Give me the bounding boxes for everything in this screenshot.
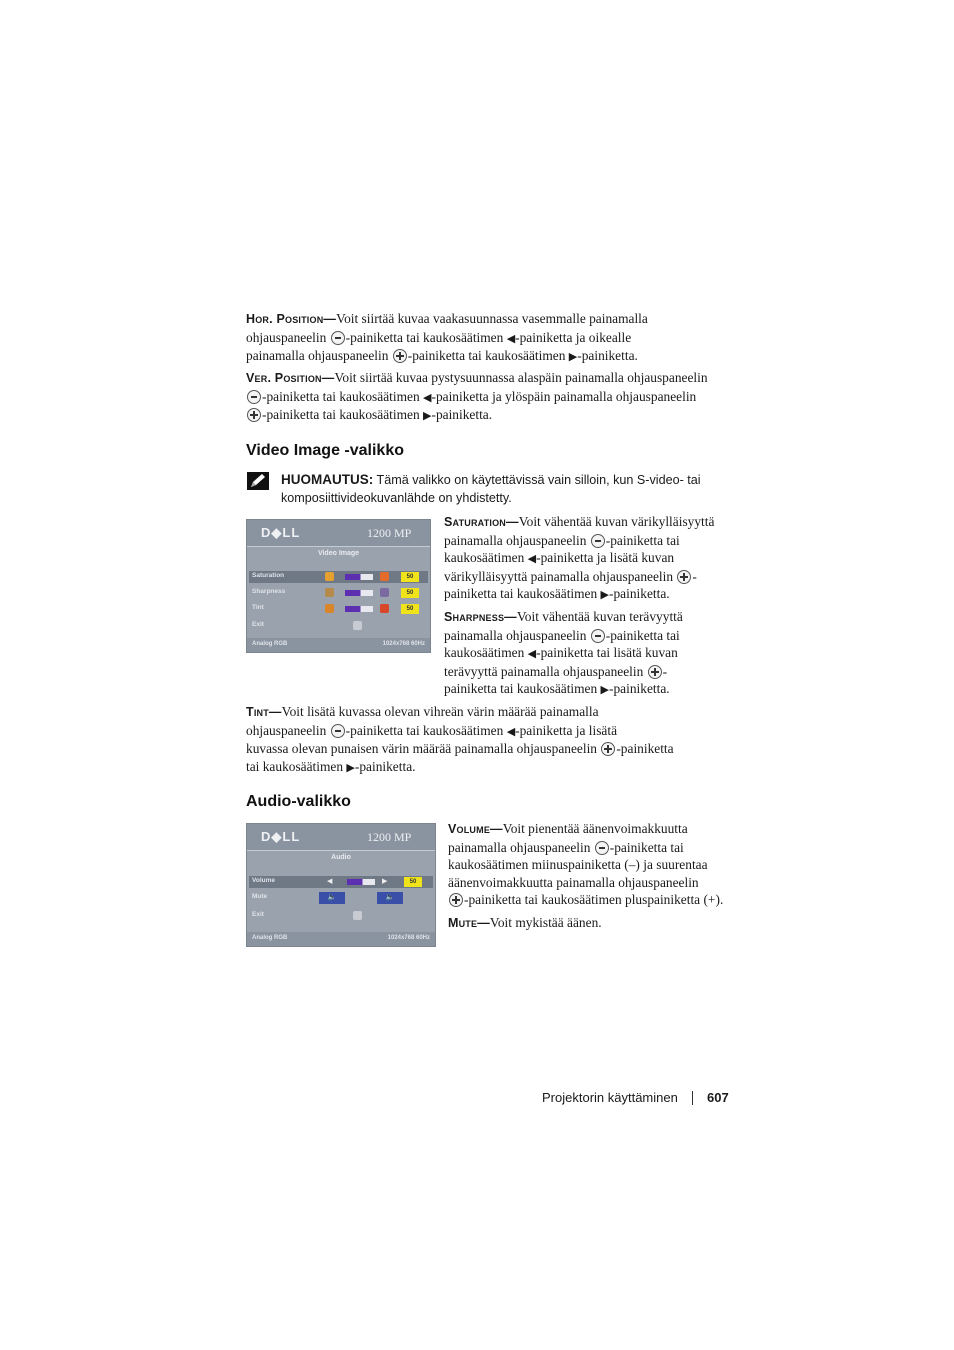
exit-icon (353, 911, 362, 920)
mute-term: Mute— (448, 916, 490, 930)
saturation-high-icon (380, 572, 389, 581)
saturation-paragraph: Saturation—Voit vähentää kuvan värikylläisyyttä painamalla ohjauspaneelin -painiketta tai kaukosäätimen ◀-painiketta ja lisätä kuvan värikylläisyyttä painamalla ohjauspaneelin - painiketta tai kaukosäätimen ▶-painiketta. (444, 514, 715, 602)
menu-row-exit: Exit (249, 620, 428, 632)
footer-divider (692, 1091, 693, 1105)
sharpness-paragraph: Sharpness—Voit vähentää kuvan terävyyttä painamalla ohjauspaneelin -painiketta tai kaukosäätimen ◀-painiketta tai lisätä kuvan terävyyttä painamalla ohjauspaneelin - painiketta tai kaukosäätimen ▶-painiketta. (444, 609, 683, 697)
left-arrow-icon: ◀ (423, 390, 432, 404)
tint-paragraph: Tint—Voit lisätä kuvassa olevan vihreän värin määrää painamalla ohjauspaneelin -painiketta tai kaukosäätimen ◀-painiketta ja lisätä kuvassa olevan punaisen värin määrää painamalla ohjauspaneelin -painiketta tai kaukosäätimen ▶-painiketta. (246, 704, 674, 774)
ver-position-term: Ver. Position— (246, 371, 335, 385)
volume-up-icon: ▶ (382, 878, 388, 885)
volume-bar (347, 879, 375, 885)
left-arrow-icon: ◀ (506, 331, 516, 345)
volume-down-icon: ◀ (327, 878, 333, 885)
right-arrow-icon: ▶ (568, 350, 578, 364)
tint-bar (345, 606, 373, 612)
minus-button-icon (247, 390, 261, 404)
tint-high-icon (380, 604, 389, 613)
left-arrow-icon: ◀ (527, 552, 537, 566)
right-arrow-icon: ▶ (600, 588, 610, 602)
saturation-term: Saturation— (444, 515, 519, 529)
sharpness-term: Sharpness— (444, 610, 517, 624)
left-arrow-icon: ◀ (527, 647, 537, 661)
plus-button-icon (449, 893, 463, 907)
menu-row-saturation: Saturation 50 (249, 571, 428, 583)
ver-position-paragraph: Ver. Position—Voit siirtää kuvaa pystysuunnassa alaspäin painamalla ohjauspaneelin -painiketta tai kaukosäätimen ◀-painiketta ja ylöspäin painamalla ohjauspaneelin -painiketta tai kaukosäätimen ▶-painiketta. (246, 370, 708, 423)
minus-button-icon (591, 534, 605, 548)
footer-section-title: Projektorin käyttäminen (542, 1090, 678, 1105)
minus-button-icon (591, 629, 605, 643)
menu-row-mute: Mute 🔈 🔈 (249, 892, 433, 904)
hor-position-paragraph: Hor. Position—Voit siirtää kuvaa vaakasuunnassa vasemmalle painamalla ohjauspaneelin -painiketta tai kaukosäätimen ◀-painiketta ja oikealle painamalla ohjauspaneelin -painiketta tai kaukosäätimen ▶-painiketta. (246, 311, 648, 364)
sharpness-high-icon (380, 588, 389, 597)
exit-icon (353, 621, 362, 630)
note-label: HUOMAUTUS: (281, 472, 374, 487)
plus-button-icon (601, 742, 615, 756)
tint-low-icon (325, 604, 334, 613)
menu-row-exit: Exit (249, 910, 433, 922)
pencil-note-icon (246, 471, 270, 491)
dell-logo: D◆LL (261, 525, 301, 540)
sharpness-bar (345, 590, 373, 596)
menu-title: Audio (331, 854, 351, 861)
plus-button-icon (247, 408, 261, 422)
menu-row-sharpness: Sharpness 50 (249, 587, 428, 599)
mute-paragraph: Mute—Voit mykistää äänen. (448, 915, 602, 930)
dell-logo: D◆LL (261, 829, 301, 844)
video-image-heading: Video Image -valikko (246, 442, 404, 459)
minus-button-icon (331, 331, 345, 345)
saturation-bar (345, 574, 373, 580)
audio-heading: Audio-valikko (246, 793, 351, 810)
plus-button-icon (393, 349, 407, 363)
model-label: 1200 MP (367, 526, 412, 540)
minus-button-icon (595, 841, 609, 855)
plus-button-icon (648, 665, 662, 679)
volume-term: Volume— (448, 822, 503, 836)
mute-off-icon: 🔈 (319, 892, 345, 904)
model-label: 1200 MP (367, 830, 412, 844)
page-number: 607 (707, 1090, 729, 1105)
mute-on-icon: 🔈 (377, 892, 403, 904)
saturation-low-icon (325, 572, 334, 581)
menu-title: Video Image (317, 550, 360, 557)
menu-row-tint: Tint 50 (249, 603, 428, 615)
volume-paragraph: Volume—Voit pienentää äänenvoimakkuutta painamalla ohjauspaneelin -painiketta tai kaukosäätimen miinuspainiketta (–) ja suurentaa äänenvoimakkuutta painamalla ohjauspaneelin -painiketta tai kaukosäätimen pluspainiketta (+). (448, 821, 724, 908)
video-image-menu-screenshot: D◆LL 1200 MP Video Image Saturation 50 Sharpness 50 Tint 50 Exit Analog RGB 1024x768 60Hz (246, 519, 431, 653)
plus-button-icon (677, 570, 691, 584)
minus-button-icon (331, 724, 345, 738)
sharpness-low-icon (325, 588, 334, 597)
right-arrow-icon: ▶ (346, 760, 355, 774)
note-box: HUOMAUTUS: Tämä valikko on käytettävissä vain silloin, kun S-video- tai komposiittivideokuvanlähde on yhdistetty. (246, 471, 738, 507)
left-arrow-icon: ◀ (506, 724, 516, 738)
tint-term: Tint— (246, 705, 282, 719)
hor-position-term: Hor. Position— (246, 312, 337, 326)
menu-row-volume: Volume ◀ ▶ 50 (249, 876, 433, 888)
right-arrow-icon: ▶ (600, 683, 610, 697)
right-arrow-icon: ▶ (423, 409, 432, 423)
audio-menu-screenshot: D◆LL 1200 MP Audio Volume ◀ ▶ 50 Mute 🔈 🔈 Exit Analog RGB 1024x768 60Hz (246, 823, 436, 947)
